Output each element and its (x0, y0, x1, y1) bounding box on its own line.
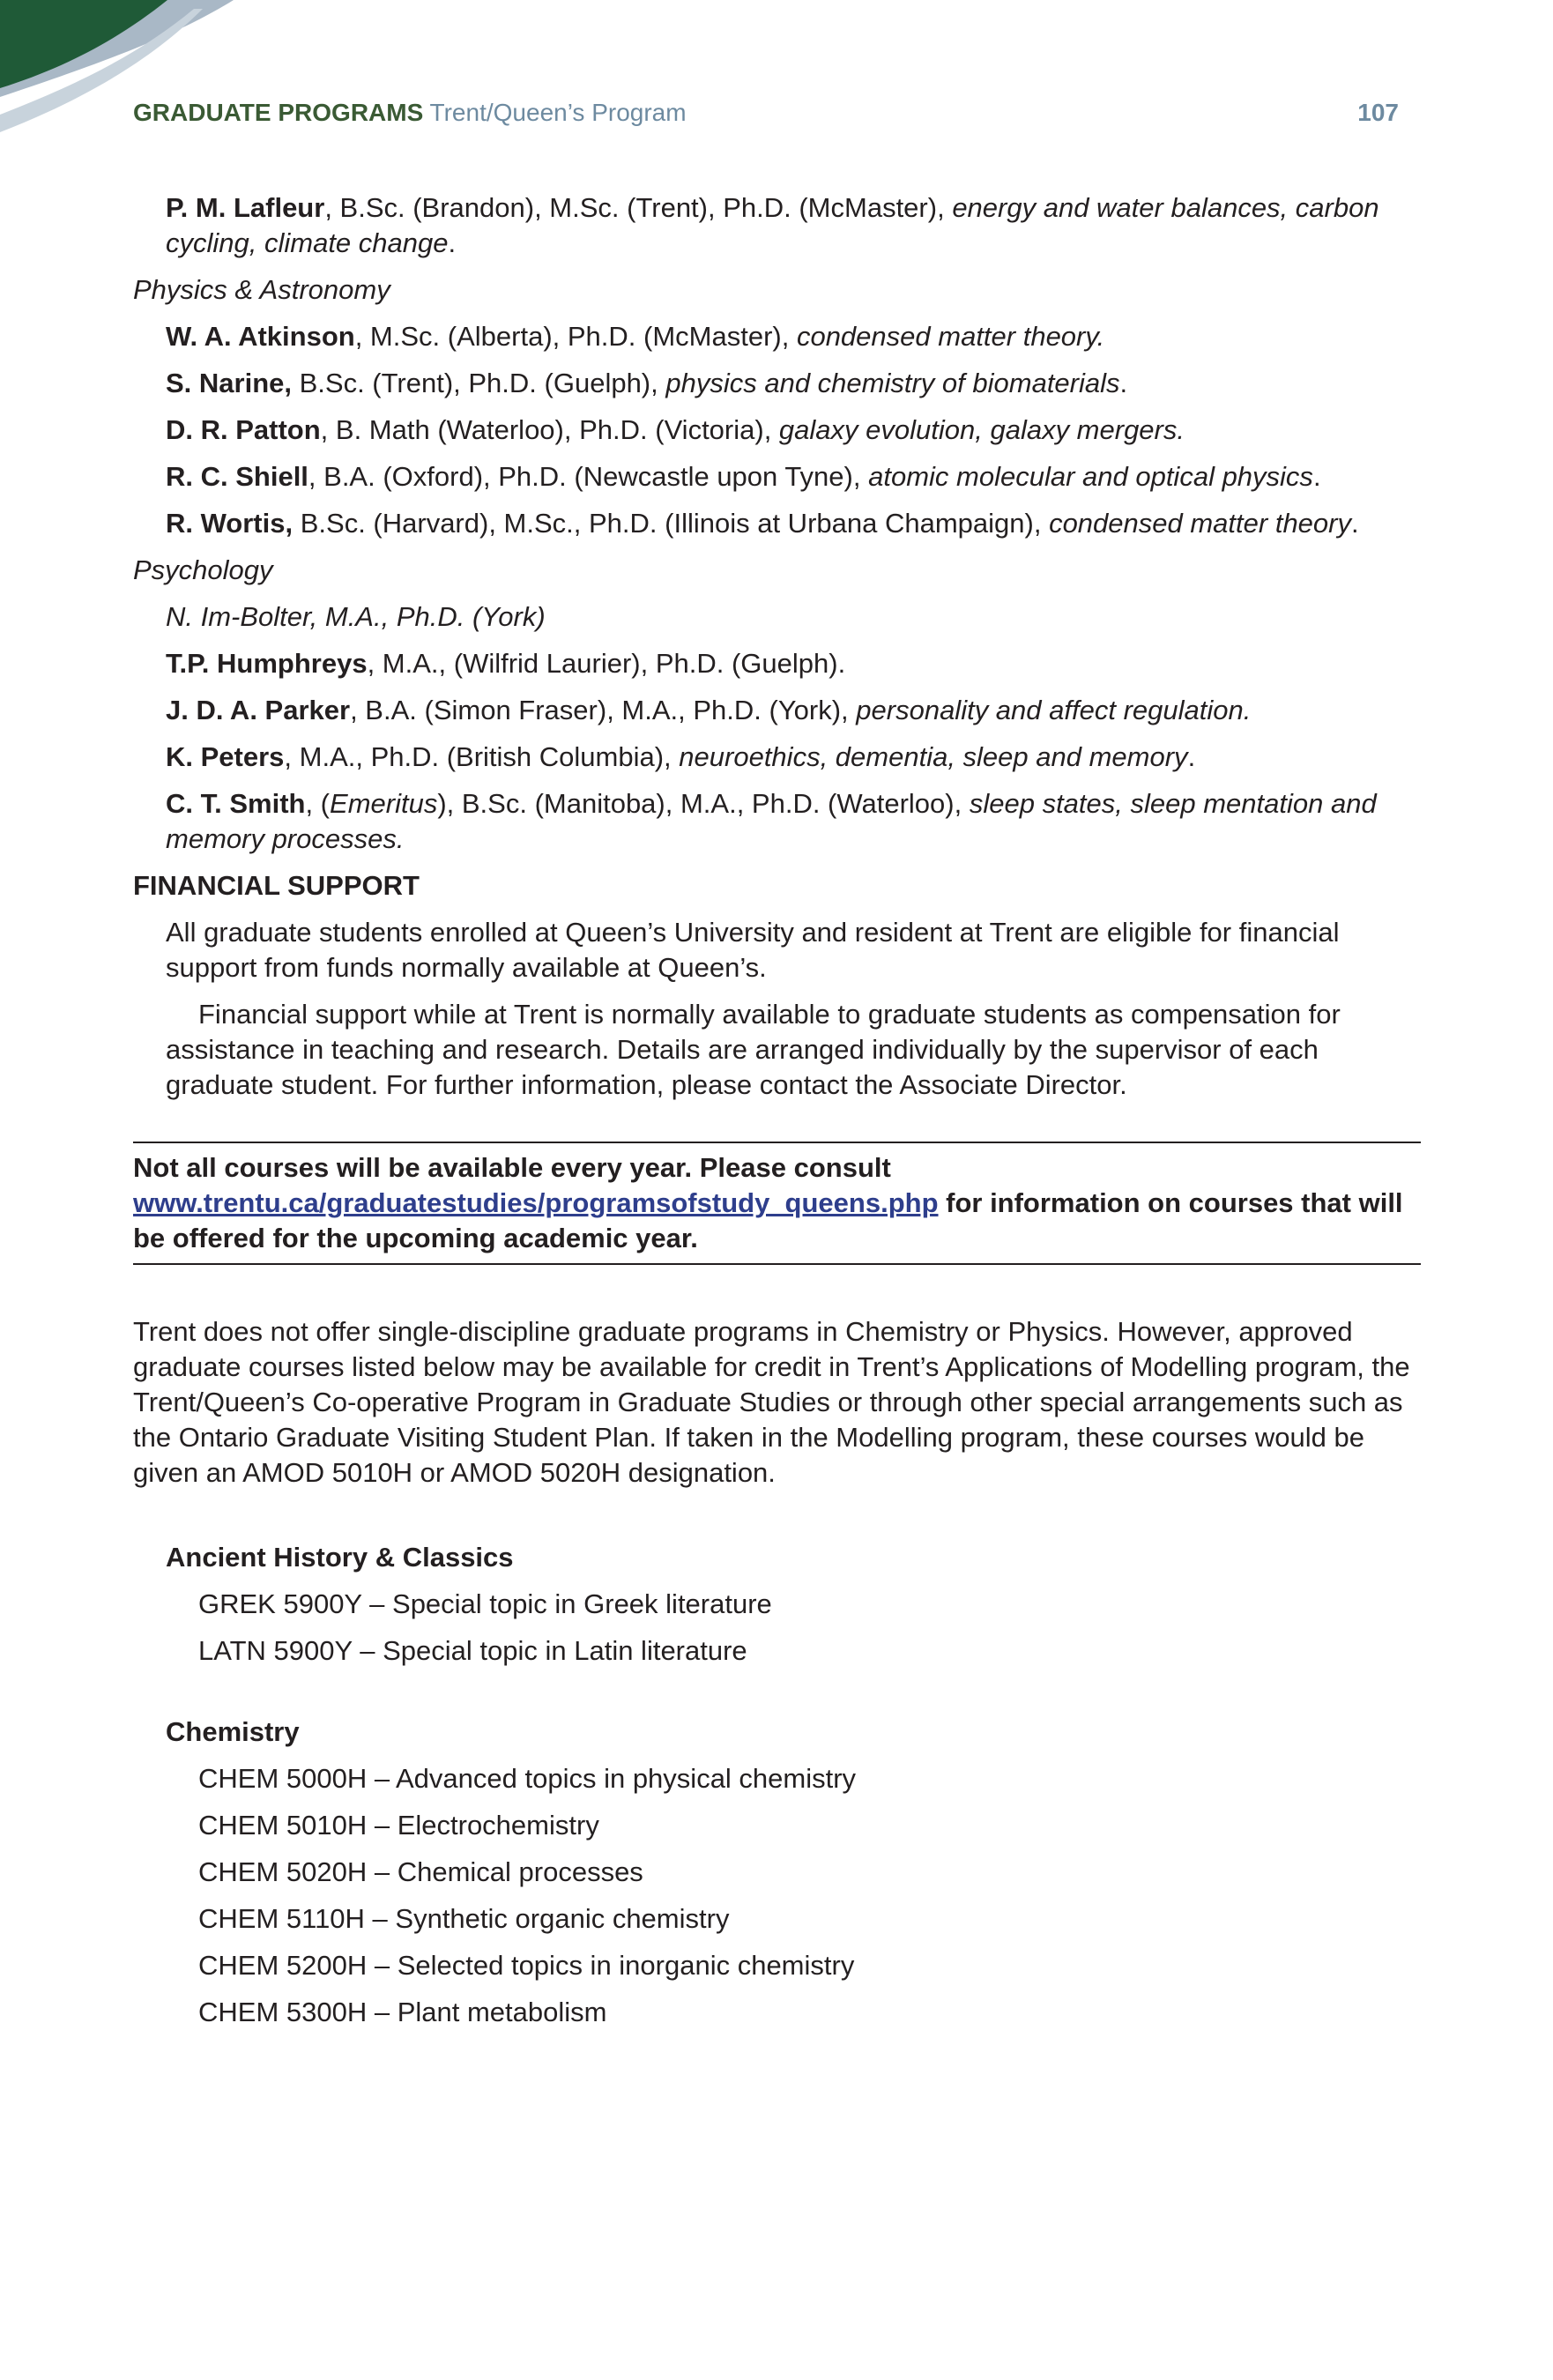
faculty-research: energy and water balances, carbon cycling, climate change (166, 192, 1379, 258)
faculty-research: personality and affect regulation. (856, 695, 1252, 725)
faculty-creds: , B. Math (Waterloo), Ph.D. (Victoria), (320, 414, 779, 445)
faculty-entry (133, 786, 1420, 857)
corner-decoration (0, 0, 291, 167)
course-item: CHEM 5200H – Selected topics in inorganic chemistry (198, 1950, 855, 1981)
course-group-heading: Chemistry (166, 1716, 300, 1747)
running-head-section: GRADUATE PROGRAMS (133, 99, 424, 126)
faculty-creds: , M.Sc. (Alberta), Ph.D. (McMaster), (354, 321, 797, 352)
faculty-name: P. M. Lafleur (166, 192, 325, 223)
notice-text: for information on courses that will be offered for the upcoming academic year. (133, 1187, 1403, 1253)
course-item: CHEM 5000H – Advanced topics in physical chemistry (198, 1763, 857, 1794)
faculty-name: W. A. Atkinson (166, 321, 355, 352)
faculty-entry (133, 413, 1420, 448)
intro-paragraph: Trent does not offer single-discipline graduate programs in Chemistry or Physics. However, approved graduate courses listed below may be available for credit in Trent’s Applications of Modelling program, the Trent/Queen’s Co-operative Program in Graduate Studies or through other special arrangements such as the Ontario Graduate Visiting Student Plan. If taken in the Modelling program, these courses would be given an AMOD 5010H or AMOD 5020H designation. (133, 1316, 1410, 1488)
faculty-entry (133, 190, 1420, 261)
faculty-creds: , M.A., Ph.D. (British Columbia), (284, 741, 680, 772)
faculty-emeritus: Emeritus (330, 788, 438, 819)
page-content (133, 190, 1420, 2042)
faculty-end: . (1187, 741, 1196, 772)
dept-label-physics: Physics & Astronomy (133, 274, 390, 305)
faculty-creds: , B.A. (Simon Fraser), M.A., Ph.D. (York), (350, 695, 857, 725)
faculty-creds: , B.Sc. (Brandon), M.Sc. (Trent), Ph.D. (McMaster), (324, 192, 953, 223)
page-header (133, 99, 1399, 134)
faculty-research: sleep states, sleep mentation and memory processes. (166, 788, 1377, 854)
financial-body (133, 915, 1420, 1103)
faculty-entry (133, 693, 1420, 728)
course-availability-notice (133, 1142, 1421, 1265)
faculty-name: T.P. Humphreys (166, 648, 368, 679)
faculty-name: J. D. A. Parker (166, 695, 351, 725)
faculty-research: physics and chemistry of biomaterials (665, 368, 1120, 398)
faculty-research: atomic molecular and optical physics (868, 461, 1313, 492)
faculty-end: . (448, 227, 457, 258)
course-item: LATN 5900Y – Special topic in Latin literature (198, 1635, 747, 1666)
faculty-name: R. C. Shiell (166, 461, 308, 492)
course-item: CHEM 5020H – Chemical processes (198, 1856, 643, 1887)
course-group-ancient (133, 1540, 1420, 1669)
running-head-subtitle: Trent/Queen’s Program (429, 99, 687, 126)
faculty-entry (133, 319, 1420, 354)
dept-label-psychology: Psychology (133, 554, 273, 585)
course-item: GREK 5900Y – Special topic in Greek literature (198, 1588, 772, 1619)
faculty-research: condensed matter theory. (796, 321, 1105, 352)
faculty-creds: ), B.Sc. (Manitoba), M.A., Ph.D. (Waterloo), (437, 788, 970, 819)
faculty-creds: B.Sc. (Trent), Ph.D. (Guelph), (292, 368, 666, 398)
course-group-heading: Ancient History & Classics (166, 1542, 514, 1573)
section-heading-financial: FINANCIAL SUPPORT (133, 870, 420, 901)
faculty-entry (133, 366, 1420, 401)
faculty-name: R. Wortis, (166, 508, 294, 539)
financial-paragraph: Financial support while at Trent is normally available to graduate students as compensation for assistance in teaching and research. Details are arranged individually by the supervisor of each graduate student. For further information, please contact the Associate Director. (166, 999, 1341, 1100)
course-item: CHEM 5300H – Plant metabolism (198, 1997, 607, 2027)
faculty-name: S. Narine, (166, 368, 292, 398)
faculty-name: C. T. Smith (166, 788, 306, 819)
faculty-research: condensed matter theory (1049, 508, 1351, 539)
faculty-end: . (1351, 508, 1359, 539)
faculty-entry (133, 506, 1420, 541)
faculty-creds: , M.A., (Wilfrid Laurier), Ph.D. (Guelph). (367, 648, 846, 679)
faculty-entry (133, 459, 1420, 495)
course-item: CHEM 5110H – Synthetic organic chemistry (198, 1903, 730, 1934)
faculty-end: . (1119, 368, 1128, 398)
financial-paragraph: All graduate students enrolled at Queen’s University and resident at Trent are eligible for financial support from funds normally available at Queen’s. (166, 917, 1340, 983)
faculty-end: . (1312, 461, 1321, 492)
faculty-name: K. Peters (166, 741, 285, 772)
faculty-research: galaxy evolution, galaxy mergers. (778, 414, 1185, 445)
faculty-creds: , ( (305, 788, 331, 819)
notice-link[interactable]: www.trentu.ca/graduatestudies/programsofstudy_queens.php (133, 1187, 939, 1218)
faculty-creds: B.Sc. (Harvard), M.Sc., Ph.D. (Illinois at Urbana Champaign), (293, 508, 1050, 539)
faculty-research: neuroethics, dementia, sleep and memory (679, 741, 1188, 772)
course-group-chemistry (133, 1714, 1420, 2030)
course-item: CHEM 5010H – Electrochemistry (198, 1810, 599, 1841)
faculty-name: D. R. Patton (166, 414, 321, 445)
faculty-creds: , B.A. (Oxford), Ph.D. (Newcastle upon Tyne), (308, 461, 869, 492)
notice-text: Not all courses will be available every year. Please consult (133, 1152, 891, 1183)
faculty-entry: N. Im-Bolter, M.A., Ph.D. (York) (166, 601, 546, 632)
faculty-entry (133, 646, 1420, 681)
running-head (133, 99, 687, 127)
page-number: 107 (1357, 99, 1399, 126)
faculty-entry (133, 740, 1420, 775)
